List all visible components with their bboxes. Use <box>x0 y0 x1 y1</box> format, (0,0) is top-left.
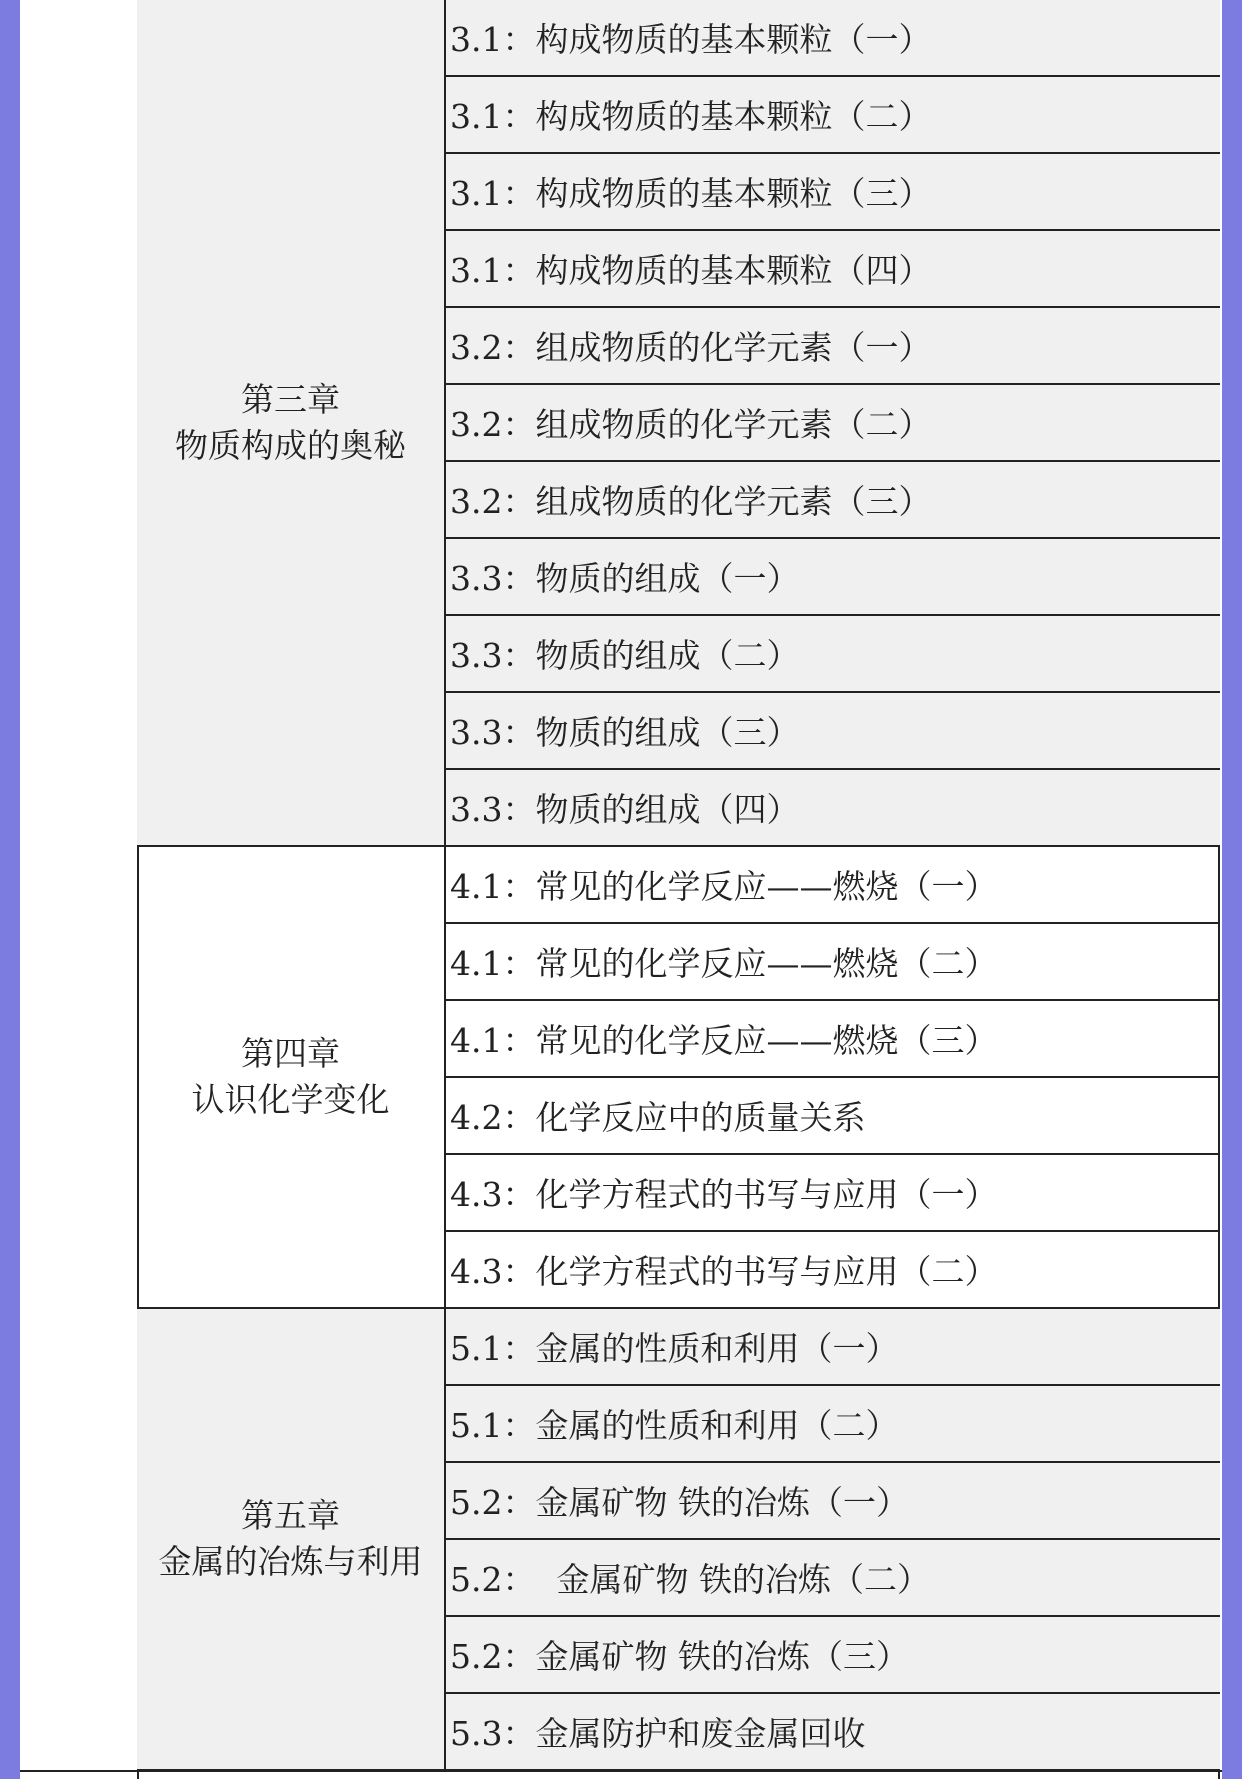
lesson-row: 3.3：物质的组成（三） <box>446 693 1220 770</box>
lesson-row: 4.2：化学反应中的质量关系 <box>446 1078 1220 1155</box>
chapter-number: 第五章 <box>241 1496 340 1535</box>
lesson-row: 3.1：构成物质的基本颗粒（二） <box>446 77 1220 154</box>
chapter-cell <box>137 1309 446 1771</box>
lesson-row: 5.1：金属的性质和利用（二） <box>446 1386 1220 1463</box>
lesson-row: 3.1：构成物质的基本颗粒（一） <box>446 0 1220 77</box>
chapter-title: 认识化学变化 <box>191 1080 390 1119</box>
lesson-row: 3.3：物质的组成（一） <box>446 539 1220 616</box>
chapter-cell <box>137 847 446 1309</box>
lesson-row: 4.1：常见的化学反应——燃烧（二） <box>446 924 1220 1001</box>
chapter-number: 第四章 <box>241 1034 340 1073</box>
lesson-row: 4.3：化学方程式的书写与应用（一） <box>446 1155 1220 1232</box>
chapter-title: 物质构成的奥秘 <box>175 425 406 465</box>
lesson-row: 3.2：组成物质的化学元素（三） <box>446 462 1220 539</box>
course-outline-table <box>20 0 1222 1779</box>
lesson-row: 5.2： 金属矿物 铁的冶炼（二） <box>446 1540 1220 1617</box>
lesson-row: 3.1：构成物质的基本颗粒（三） <box>446 154 1220 231</box>
lesson-row: 4.3：化学方程式的书写与应用（二） <box>446 1232 1220 1309</box>
chapter-title: 金属的冶炼与利用 <box>158 1542 423 1581</box>
lesson-row: 5.2：金属矿物 铁的冶炼（一） <box>446 1463 1220 1540</box>
lesson-row: 3.3：物质的组成（二） <box>446 616 1220 693</box>
lesson-row: 3.3：物质的组成（四） <box>446 770 1220 847</box>
lesson-row: 3.2：组成物质的化学元素（一） <box>446 308 1220 385</box>
document-page <box>20 0 1222 1779</box>
lesson-row: 3.2：组成物质的化学元素（二） <box>446 385 1220 462</box>
lesson-row: 5.2：金属矿物 铁的冶炼（三） <box>446 1617 1220 1694</box>
lesson-row: 4.1：常见的化学反应——燃烧（三） <box>446 1001 1220 1078</box>
chapter-cell <box>137 0 446 847</box>
lesson-row: 5.3：金属防护和废金属回收 <box>446 1694 1220 1771</box>
lesson-row: 3.1：构成物质的基本颗粒（四） <box>446 231 1220 308</box>
chapter-number: 第三章 <box>241 379 340 419</box>
lesson-row: 4.1：常见的化学反应——燃烧（一） <box>446 847 1220 924</box>
lesson-row: 5.1：金属的性质和利用（一） <box>446 1309 1220 1386</box>
